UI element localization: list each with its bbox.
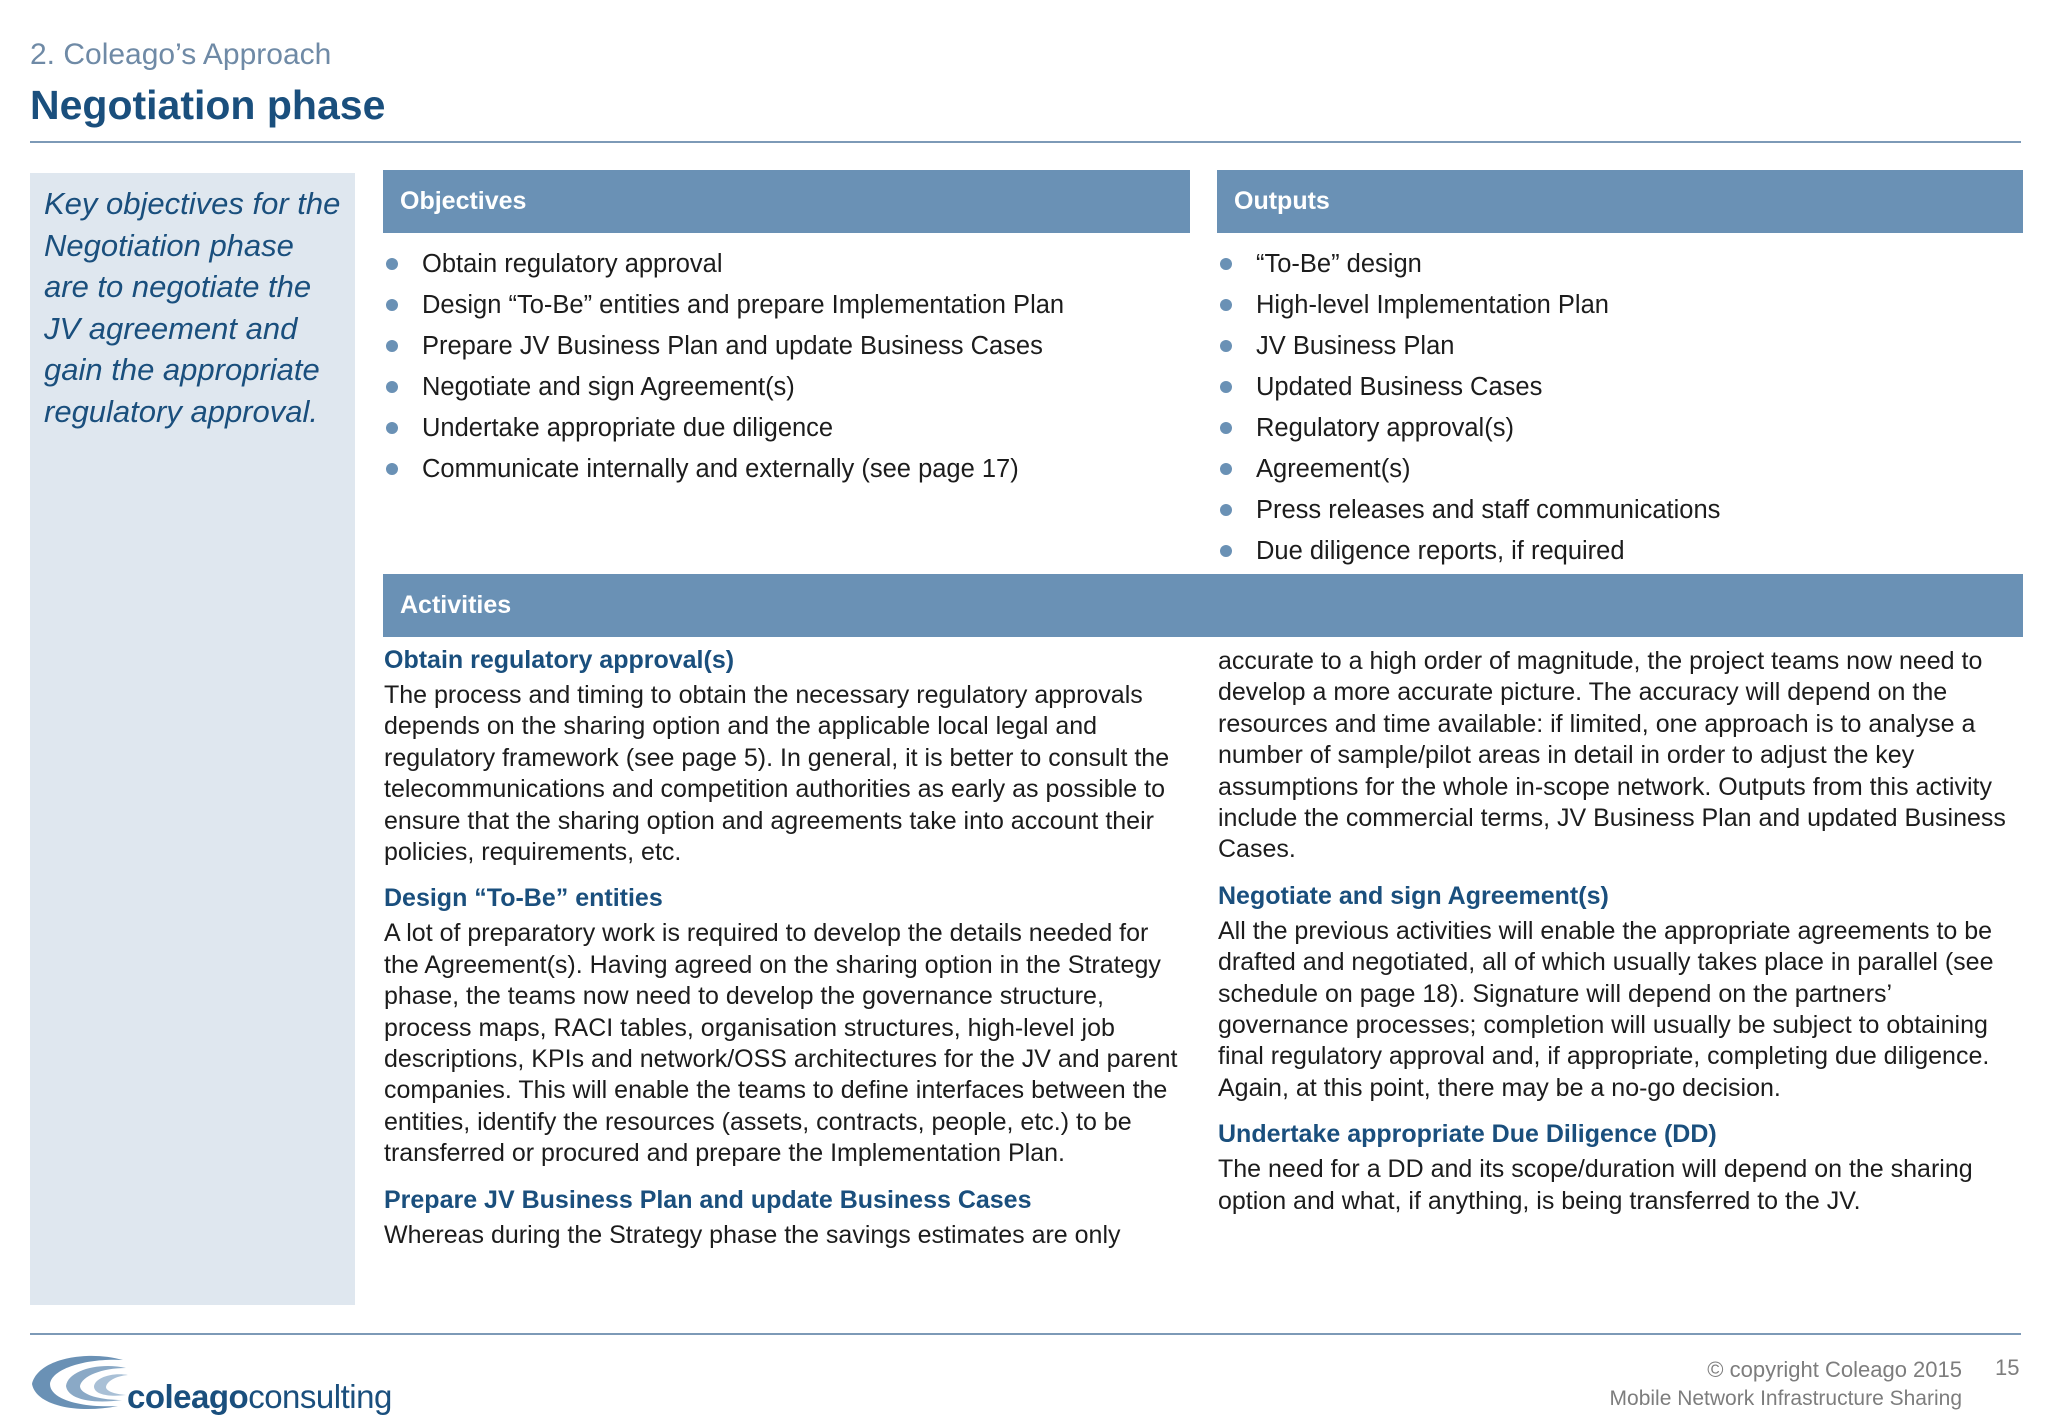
list-item: “To-Be” design	[1218, 244, 2018, 285]
activity-heading: Prepare JV Business Plan and update Business Cases	[384, 1185, 1032, 1214]
objectives-header	[383, 170, 1190, 233]
objectives-heading: Objectives	[400, 187, 527, 215]
page-number: 15	[1995, 1355, 2020, 1380]
list-item: Obtain regulatory approval	[384, 244, 1184, 285]
outputs-list	[1218, 244, 2018, 572]
bullet-dot-icon	[1220, 545, 1232, 557]
bullet-dot-icon	[1220, 258, 1232, 270]
list-item: Regulatory approval(s)	[1218, 408, 2018, 449]
footer-divider	[30, 1333, 2021, 1335]
key-objectives-panel	[30, 173, 355, 1305]
list-item: Prepare JV Business Plan and update Business Cases	[384, 326, 1184, 367]
bullet-dot-icon	[386, 340, 398, 352]
bullet-dot-icon	[1220, 340, 1232, 352]
activities-left-column	[384, 640, 1184, 1261]
objectives-list	[384, 244, 1184, 490]
bullet-dot-icon	[1220, 504, 1232, 516]
section-label: 2. Coleago’s Approach	[30, 38, 332, 71]
activity-body: The need for a DD and its scope/duration will depend on the sharing option and what, if anything, is being transferred to the JV.	[1218, 1155, 1973, 1215]
company-logo-text: coleagoconsulting	[127, 1378, 392, 1415]
bullet-dot-icon	[1220, 463, 1232, 475]
list-item: Agreement(s)	[1218, 449, 2018, 490]
activities-right-column	[1218, 646, 2018, 1227]
list-item: Due diligence reports, if required	[1218, 531, 2018, 572]
bullet-dot-icon	[386, 463, 398, 475]
outputs-heading: Outputs	[1234, 187, 1330, 215]
header-divider	[30, 141, 2021, 143]
bullet-dot-icon	[386, 422, 398, 434]
key-objectives-text: Key objectives for the Negotiation phase are to negotiate the JV agreement and gain the appropriate regulatory approval.	[44, 186, 341, 429]
activity-body: A lot of preparatory work is required to develop the details needed for the Agreement(s). Having agreed on the sharing option in the Strategy phase, the teams now need to develop the governance structure, process maps, RACI tables, organisation structures, high-level job descriptions, KPIs and network/OSS architectures for the JV and parent companies. This will enable the teams to define interfaces between the entities, identify the resources (assets, contracts, people, etc.) to be transferred or procured and prepare the Implementation Plan.	[384, 919, 1178, 1168]
bullet-dot-icon	[386, 258, 398, 270]
activities-header	[383, 574, 2023, 637]
activities-heading: Activities	[400, 591, 512, 619]
list-item: JV Business Plan	[1218, 326, 2018, 367]
bullet-dot-icon	[1220, 422, 1232, 434]
outputs-header	[1217, 170, 2023, 233]
activity-heading: Design “To-Be” entities	[384, 884, 663, 913]
activity-heading: Negotiate and sign Agreement(s)	[1218, 881, 1609, 910]
list-item: Undertake appropriate due diligence	[384, 408, 1184, 449]
document-subtitle: Mobile Network Infrastructure Sharing	[1609, 1387, 1962, 1410]
activity-heading: Undertake appropriate Due Diligence (DD)	[1218, 1120, 1717, 1149]
list-item: Communicate internally and externally (see page 17)	[384, 449, 1184, 490]
copyright-text: © copyright Coleago 2015	[1707, 1357, 1962, 1382]
bullet-dot-icon	[1220, 381, 1232, 393]
list-item: Negotiate and sign Agreement(s)	[384, 367, 1184, 408]
activity-body: All the previous activities will enable the appropriate agreements to be drafted and negotiated, all of which usually takes place in parallel (see schedule on page 18). Signature will depend on the partners’ governance processes; completion will usually be subject to obtaining final regulatory approval and, if appropriate, completing due diligence. Again, at this point, there may be a no-go decision.	[1218, 916, 1994, 1102]
list-item: High-level Implementation Plan	[1218, 285, 2018, 326]
list-item: Updated Business Cases	[1218, 367, 2018, 408]
bullet-dot-icon	[386, 299, 398, 311]
bullet-dot-icon	[1220, 299, 1232, 311]
activity-body: The process and timing to obtain the necessary regulatory approvals depends on the sharing option and the applicable local legal and regulatory framework (see page 5). In general, it is better to consult the telecommunications and competition authorities as early as possible to ensure that the sharing option and agreements take into account their policies, requirements, etc.	[384, 681, 1170, 867]
bullet-dot-icon	[386, 381, 398, 393]
activity-body-continuation: accurate to a high order of magnitude, the project teams now need to develop a more accurate picture. The accuracy will depend on the resources and time available: if limited, one approach is to analyse a number of sample/pilot areas in detail in order to adjust the key assumptions for the whole in-scope network. Outputs from this activity include the commercial terms, JV Business Plan and updated Business Cases.	[1218, 647, 2006, 864]
page-title: Negotiation phase	[30, 82, 386, 128]
list-item: Press releases and staff communications	[1218, 490, 2018, 531]
activity-heading: Obtain regulatory approval(s)	[384, 646, 735, 674]
list-item: Design “To-Be” entities and prepare Implementation Plan	[384, 285, 1184, 326]
activity-body: Whereas during the Strategy phase the savings estimates are only	[384, 1220, 1121, 1249]
